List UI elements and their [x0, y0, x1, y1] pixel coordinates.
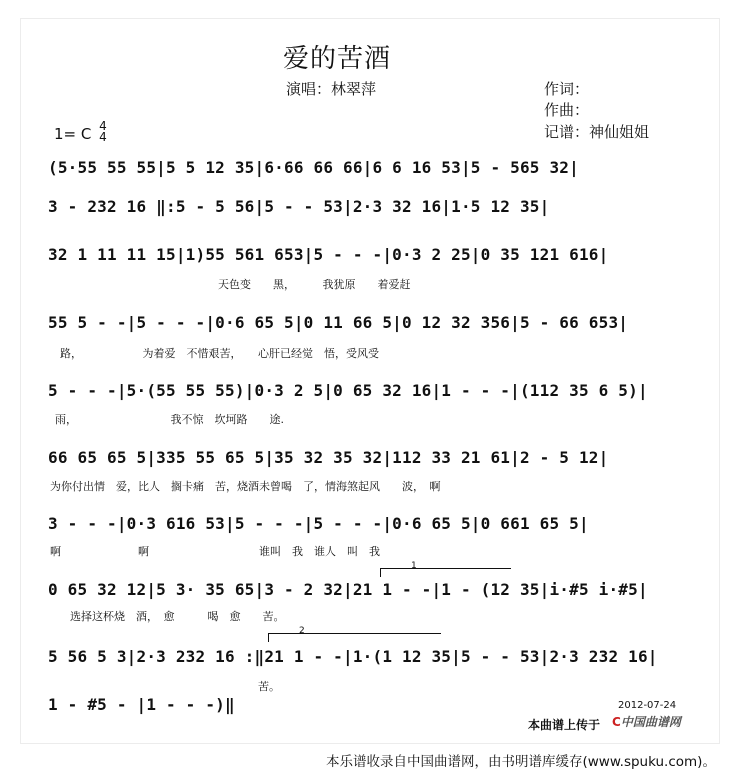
lyricist: 作词：	[544, 80, 590, 98]
volta-1-label: 1	[411, 561, 417, 571]
lyric-line-3: 天色变 黑， 我犹原 着爱赶	[218, 278, 411, 291]
lyric-line-4: 路， 为着爱 不惜艰苦， 心肝已经觉 悟，受风受	[60, 347, 379, 360]
time-sig-bottom: 4	[99, 130, 107, 144]
score-line-5: 5 - - -|5·(55 55 55)|0·3 2 5|0 65 32 16|1 - - -|(112 35 6 5)|	[48, 381, 648, 400]
upload-note: 本曲谱上传于	[528, 718, 601, 732]
score-line-7: 3 - - -|0·3 616 53|5 - - -|5 - - -|0·6 65 5|0 661 65 5|	[48, 514, 589, 533]
site-logo	[612, 713, 681, 730]
time-signature	[98, 121, 108, 143]
score-line-1: (5·55 55 55|5 5 12 35|6·66 66 66|6 6 16 53|5 - 565 32|	[48, 158, 579, 177]
logo-text: 中国曲谱网	[620, 715, 681, 729]
transcriber: 记谱：神仙姐姐	[544, 123, 650, 141]
score-line-4: 55 5 - -|5 - - -|0·6 65 5|0 11 66 5|0 12 32 356|5 - 66 653|	[48, 313, 629, 332]
date-stamp: 2012-07-24	[618, 700, 677, 711]
footer-note: 本乐谱收录自中国曲谱网，由书明谱库缓存(www.spuku.com)。	[326, 754, 716, 770]
song-title: 爱的苦酒	[283, 44, 392, 74]
logo-icon: C	[612, 715, 621, 729]
lyric-line-6: 为你付出情 爱，比人 搁卡痛 苦，烧酒未曾喝 了，情海煞起风 波， 啊	[50, 480, 441, 493]
score-line-9: 5 56 5 3|2·3 232 16 :‖21 1 - -|1·(1 12 35|5 - - 53|2·3 232 16|	[48, 647, 658, 666]
first-ending-bracket	[380, 561, 511, 577]
score-line-6: 66 65 65 5|335 55 65 5|35 32 35 32|112 33 21 61|2 - 5 12|	[48, 448, 609, 467]
volta-2-label: 2	[299, 626, 305, 636]
key-signature: 1= C	[54, 125, 92, 143]
lyric-line-9: 苦。	[60, 680, 280, 693]
time-sig-top: 4	[99, 119, 107, 133]
second-ending-bracket	[268, 626, 441, 642]
singer: 演唱：林翠萍	[286, 80, 377, 98]
lyric-line-5: 雨， 我不惊 坎坷路 途.	[55, 413, 284, 426]
score-line-10: 1 - #5 - |1 - - -)‖	[48, 695, 235, 714]
score-line-8: 0 65 32 12|5 3· 35 65|3 - 2 32|21 1 - -|1 - (12 35|i·#5 i·#5|	[48, 580, 648, 599]
score-line-3: 32 1 11 11 15|1)55 561 653|5 - - -|0·3 2 25|0 35 121 616|	[48, 245, 609, 264]
score-line-2: 3 - 232 16 ‖:5 - 5 56|5 - - 53|2·3 32 16|1·5 12 35|	[48, 197, 550, 216]
lyric-line-8: 选择这杯烧 酒， 愈 喝 愈 苦。	[70, 610, 285, 623]
composer: 作曲：	[544, 101, 590, 119]
lyric-line-7: 啊 啊 谁叫 我 谁人 叫 我	[50, 545, 380, 558]
